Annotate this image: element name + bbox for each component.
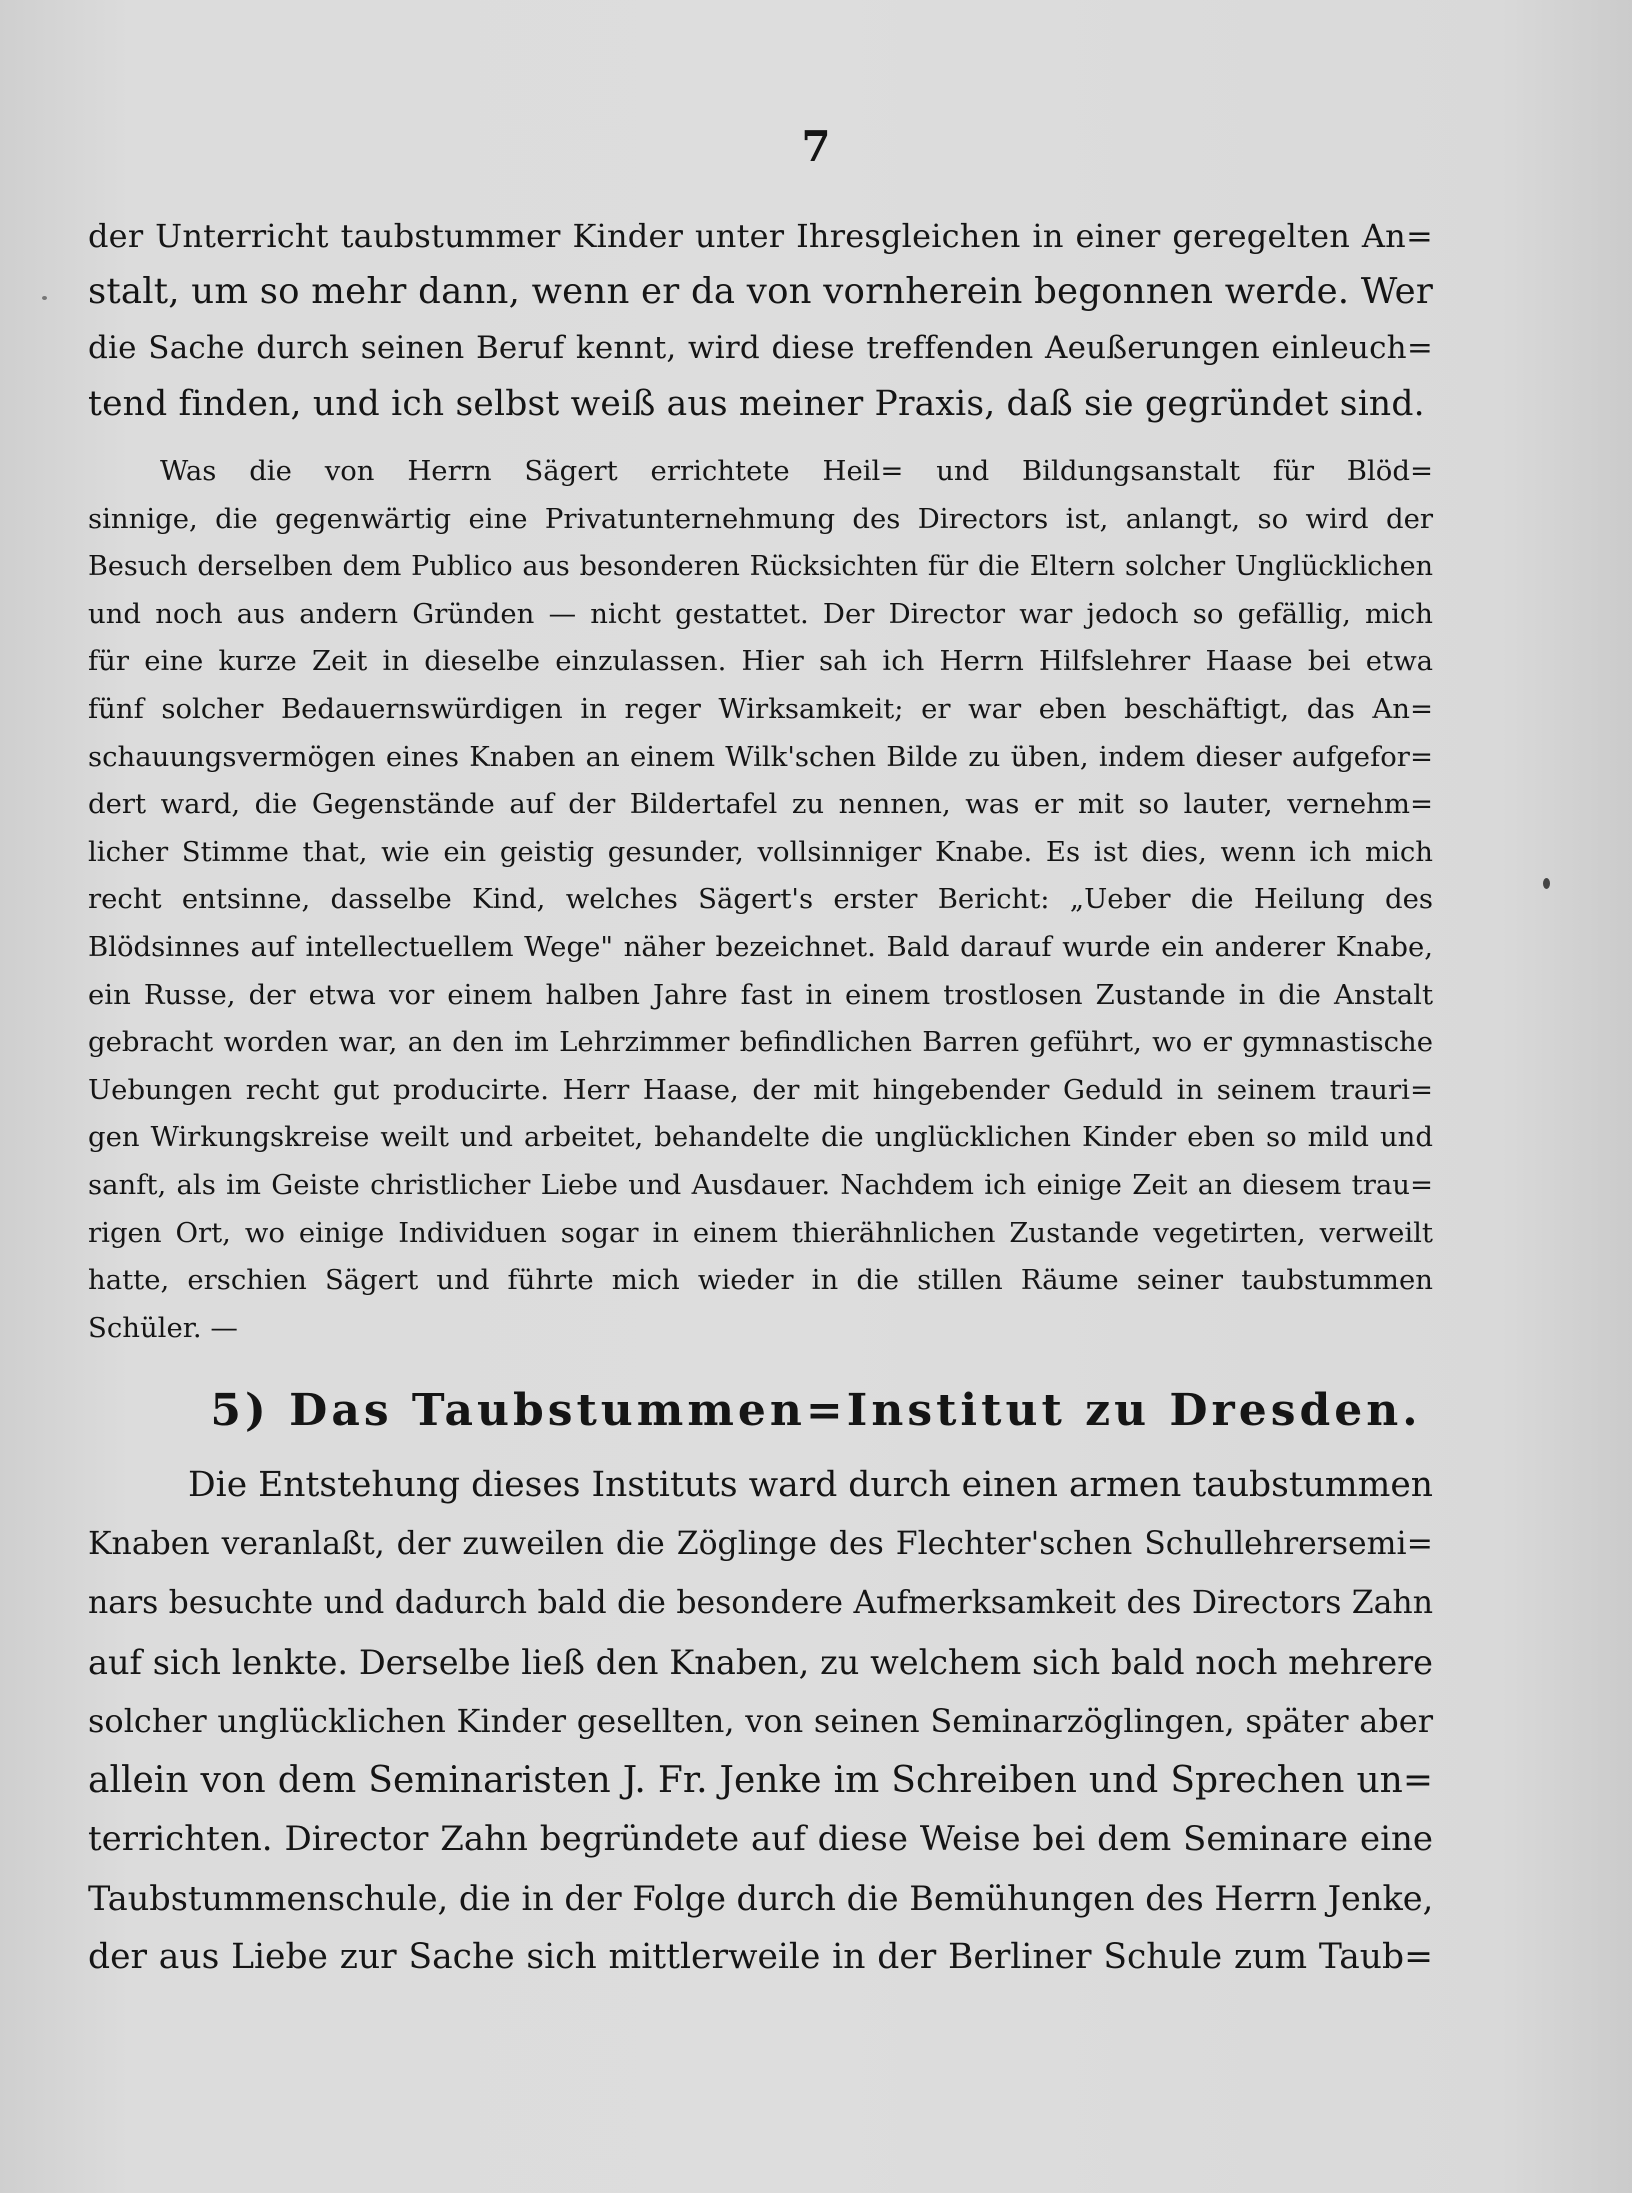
text-line: tend finden, und ich selbst weiß aus meiner Praxis, daß sie gegründet sind. [88,384,1425,424]
text-line: der Unterricht taubstummer Kinder unter Ihresgleichen in einer geregelten An= [88,217,1433,255]
text-line: gen Wirkungskreise weilt und arbeitet, behandelte die unglücklichen Kinder eben so mild und [88,1121,1433,1154]
text-line: Taubstummenschule, die in der Folge durch die Bemühungen des Herrn Jenke, [88,1879,1434,1918]
text-line: schauungsvermögen eines Knaben an einem Wilk'schen Bilde zu üben, indem dieser aufgefor= [88,740,1433,773]
text-line: Knaben veranlaßt, der zuweilen die Zöglinge des Flechter'schen Schullehrersemi= [88,1526,1433,1562]
text-line: rigen Ort, wo einige Individuen sogar in einem thierähnlichen Zustande vegetirten, verweilt [88,1216,1433,1249]
text-line: solcher unglücklichen Kinder gesellten, von seinen Seminarzöglingen, später aber [88,1702,1433,1740]
text-line: sinnige, die gegenwärtig eine Privatunternehmung des Directors ist, anlangt, so wird der [88,502,1433,535]
ink-speck [42,296,47,300]
text-line: der aus Liebe zur Sache sich mittlerweile in der Berliner Schule zum Taub= [88,1937,1433,1977]
text-line: die Sache durch seinen Beruf kennt, wird diese treffenden Aeußerungen einleuch= [88,330,1433,366]
text-line: Uebungen recht gut producirte. Herr Haase, der mit hingebender Geduld in seinem trauri= [88,1073,1433,1106]
text-line: licher Stimme that, wie ein geistig gesunder, vollsinniger Knabe. Es ist dies, wenn ich mich [88,835,1433,868]
text-line: sanft, als im Geiste christlicher Liebe und Ausdauer. Nachdem ich einige Zeit an diesem trau= [88,1168,1433,1201]
text-line: ein Russe, der etwa vor einem halben Jahre fast in einem trostlosen Zustande in die Anstalt [88,978,1433,1011]
text-line: allein von dem Seminaristen J. Fr. Jenke im Schreiben und Sprechen un= [88,1760,1433,1801]
text-line: Schüler. — [88,1311,238,1344]
ink-speck [1543,878,1550,889]
text-line: fünf solcher Bedauernswürdigen in reger Wirksamkeit; er war eben beschäftigt, das An= [88,692,1433,725]
text-line: für eine kurze Zeit in dieselbe einzulassen. Hier sah ich Herrn Hilfslehrer Haase bei etwa [88,645,1433,678]
small-print-paragraph [88,448,1433,1352]
section-heading: 5) Das Taubstummen=Institut zu Dresden. [210,1385,1422,1436]
text-line: stalt, um so mehr dann, wenn er da von vornherein begonnen werde. Wer [88,271,1433,312]
intro-paragraph [88,208,1433,432]
text-line: hatte, erschien Sägert und führte mich wieder in die stillen Räume seiner taubstummen [88,1264,1433,1297]
text-line: recht entsinne, dasselbe Kind, welches Sägert's erster Bericht: „Ueber die Heilung des [88,883,1433,916]
text-line: Besuch derselben dem Publico aus besonderen Rücksichten für die Eltern solcher Unglücklichen [88,551,1433,583]
text-line: Die Entstehung dieses Instituts ward durch einen armen taubstummen [188,1465,1433,1505]
text-line: auf sich lenkte. Derselbe ließ den Knaben, zu welchem sich bald noch mehrere [88,1643,1433,1682]
page-number: 7 [801,122,831,171]
text-line: dert ward, die Gegenstände auf der Bildertafel zu nennen, was er mit so lauter, vernehm= [88,788,1433,821]
text-line: Was die von Herrn Sägert errichtete Heil= und Bildungsanstalt für Blöd= [160,455,1433,487]
text-line: nars besuchte und dadurch bald die besondere Aufmerksamkeit des Directors Zahn [88,1585,1433,1621]
text-line: Blödsinnes auf intellectuellem Wege" näher bezeichnet. Bald darauf wurde ein anderer Knabe, [88,930,1433,963]
text-line: und noch aus andern Gründen — nicht gestattet. Der Director war jedoch so gefällig, mich [88,597,1433,630]
text-line: terrichten. Director Zahn begründete auf diese Weise bei dem Seminare eine [88,1819,1433,1859]
section-paragraph [88,1456,1433,1987]
text-line: gebracht worden war, an den im Lehrzimmer befindlichen Barren geführt, wo er gymnastische [88,1026,1433,1059]
